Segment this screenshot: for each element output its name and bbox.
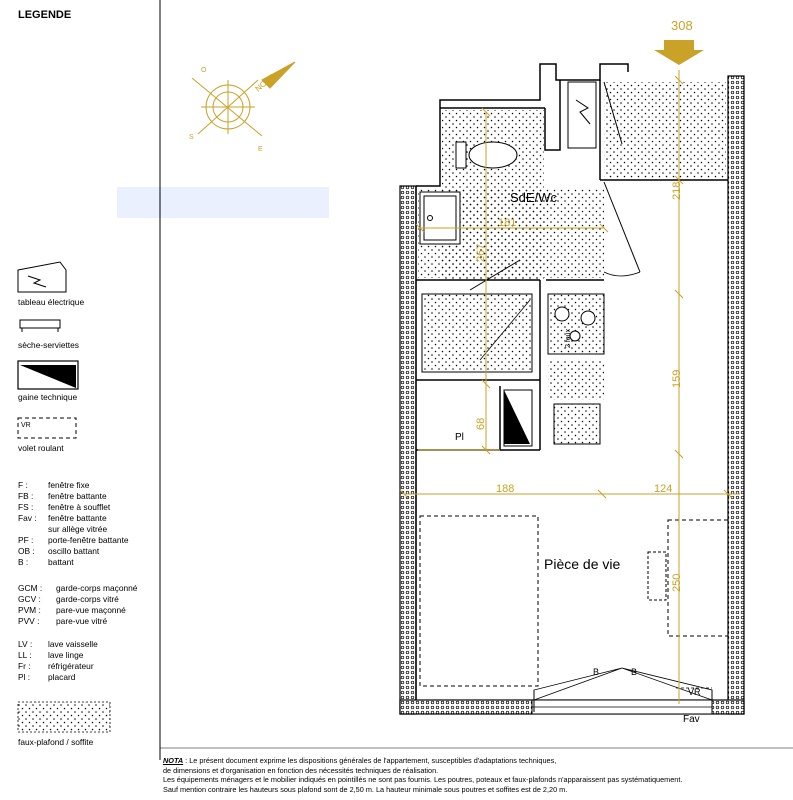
roller-shutter-code: VR bbox=[21, 422, 31, 429]
washbasin-icon bbox=[420, 192, 460, 244]
cooktop-label: 2 feux bbox=[565, 328, 572, 348]
dim-entry-depth: 218 bbox=[671, 181, 683, 200]
towel-dryer-icon bbox=[20, 320, 60, 332]
guard-abbreviations: GCM : garde-corps maçonné GCV : garde-corps vitré PVM : pare-vue maçonné PVV : pare-vue vitré bbox=[18, 583, 138, 626]
cooktop bbox=[548, 294, 604, 354]
electrical-panel-icon bbox=[18, 262, 66, 292]
legend-title: LEGENDE bbox=[18, 9, 72, 21]
window-abbreviations: F : fenêtre fixe FB : fenêtre battante FS : fenêtre à soufflet Fav : fenêtre battante sur allège vitrée PF : porte-fenêtre battante OB : oscillo battant B : battant bbox=[18, 480, 129, 567]
unit-number: 308 bbox=[671, 18, 693, 33]
dim-living-right: 124 bbox=[654, 483, 673, 495]
door-label-left: B bbox=[593, 667, 600, 677]
entry-arrow-icon bbox=[654, 40, 704, 65]
dim-living-left: 188 bbox=[496, 483, 515, 495]
dim-bath-width: 181 bbox=[498, 217, 517, 229]
legend-label-panel: tableau électrique bbox=[18, 297, 85, 307]
nota-text: NOTA : Le présent document exprime les dispositions générales de l'appartement, susceptibles d'adaptations techniques, de dimensions et d'organisation en fonction des nécessités techniques de réalisation. Les équipements ménagers et le mobilier indiqués en pointillés ne sont pas fournis. Les poutres, poteaux et faux-plafonds n'apparaissent pas systématiquement. Sauf mention contraire les hauteurs sous plafond sont de 2,50 m. La hauteur minimale sous poutres et soffites est de 2,20 m. bbox=[163, 756, 683, 794]
wall-left bbox=[400, 186, 416, 714]
bed-outline bbox=[420, 516, 538, 686]
shower-tray bbox=[422, 294, 532, 372]
entry-electrical-panel-icon bbox=[568, 82, 596, 148]
technical-duct-icon bbox=[504, 390, 530, 444]
legend-label-duct: gaine technique bbox=[18, 392, 78, 402]
legend-label-ceiling: faux-plafond / soffite bbox=[18, 737, 94, 747]
sink bbox=[554, 404, 600, 444]
equipment-abbreviations: LV : lave vaisselle LL : lave linge Fr : réfrigérateur Pl : placard bbox=[18, 639, 98, 682]
compass-o-label: O bbox=[201, 67, 207, 74]
door-label-right: B bbox=[631, 667, 638, 677]
false-ceiling-icon bbox=[18, 702, 110, 732]
dim-kitchen-depth: 159 bbox=[671, 369, 683, 388]
dim-living-depth: 250 bbox=[671, 573, 683, 592]
legend-label-dryer: sèche-serviettes bbox=[18, 340, 79, 350]
legend-label-shutter: volet roulant bbox=[18, 443, 64, 453]
compass-e-label: E bbox=[258, 146, 263, 153]
compass-icon bbox=[192, 62, 295, 136]
dim-bath-depth: 267 bbox=[475, 243, 487, 262]
table-outline bbox=[648, 552, 666, 600]
room-label-bathroom: SdE/Wc bbox=[510, 190, 557, 205]
technical-duct-legend-icon bbox=[18, 361, 78, 389]
room-label-living: Pièce de vie bbox=[544, 556, 621, 572]
compass-s-label: S bbox=[189, 134, 194, 141]
nota-label: NOTA bbox=[163, 756, 184, 765]
compass-north-label: NORD bbox=[253, 71, 278, 94]
shutter-label: VR bbox=[688, 687, 701, 697]
closet-label: Pl bbox=[455, 432, 464, 443]
window-label: Fav bbox=[683, 714, 700, 725]
entry-ceiling-zone bbox=[604, 82, 726, 178]
wall-right bbox=[728, 76, 744, 714]
dim-closet-depth: 68 bbox=[475, 417, 487, 430]
